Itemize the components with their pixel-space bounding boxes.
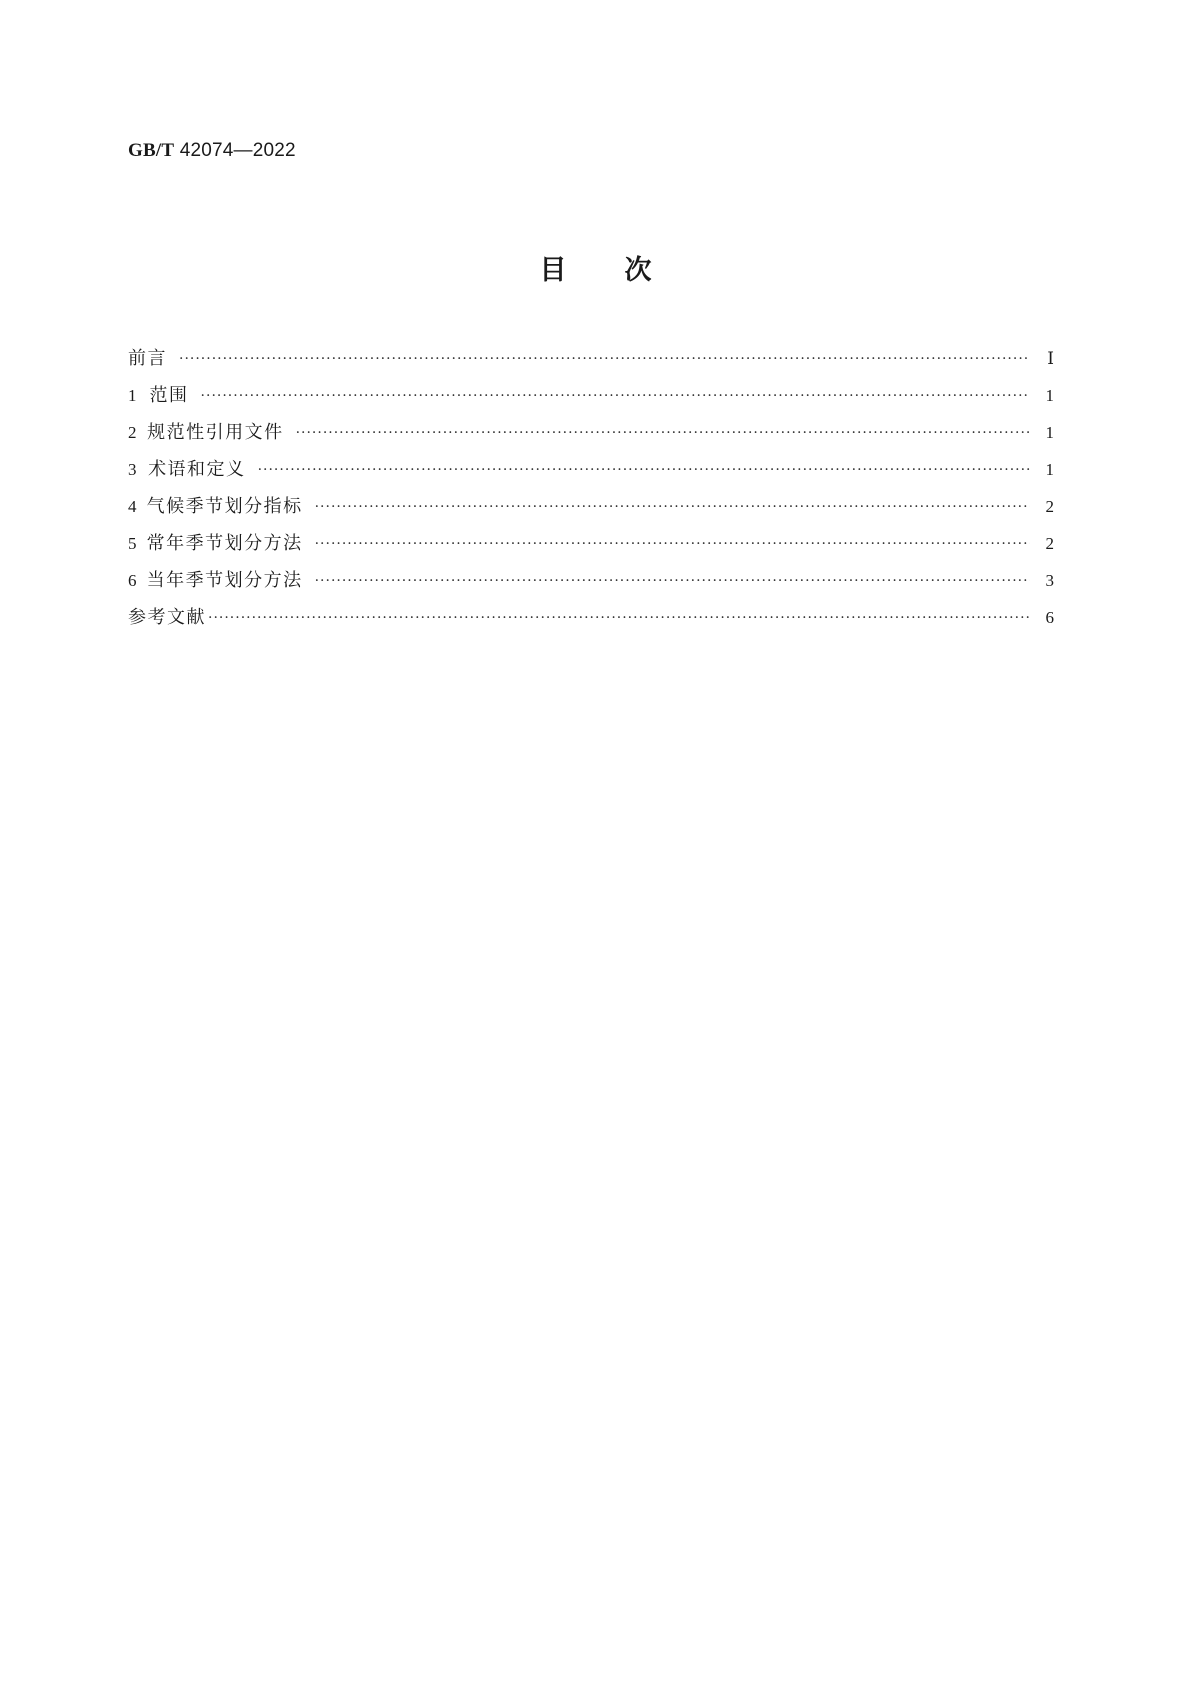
toc-entry-page: 1 <box>1045 460 1054 479</box>
toc-entry-number: 6 <box>128 571 137 590</box>
toc-entry-label: 术语和定义 <box>148 459 246 480</box>
toc-entry-scope[interactable] <box>128 377 1054 414</box>
toc-entry-bibliography[interactable] <box>128 599 1054 636</box>
toc-entry-page: Ⅰ <box>1047 349 1054 368</box>
toc-entry-label: 当年季节划分方法 <box>146 570 303 591</box>
toc-entry-label: 气候季节划分指标 <box>146 496 303 517</box>
toc-entry-page: 6 <box>1045 608 1054 627</box>
toc-leader-dots <box>179 341 1030 378</box>
toc-entry-number: 1 <box>128 386 137 405</box>
toc-entry-page: 2 <box>1045 497 1054 516</box>
standard-prefix: GB/T <box>128 140 175 161</box>
toc-entry-current-year-method[interactable] <box>128 562 1054 599</box>
toc-entry-number: 2 <box>128 423 137 442</box>
toc-entry-page: 2 <box>1045 534 1054 553</box>
toc-entry-label: 常年季节划分方法 <box>146 533 303 554</box>
toc-title: 目次 <box>539 255 710 286</box>
table-of-contents <box>128 340 1054 636</box>
toc-leader-dots <box>315 526 1030 563</box>
toc-entry-season-indicators[interactable] <box>128 488 1054 525</box>
toc-leader-dots <box>315 489 1030 526</box>
standard-number: 42074—2022 <box>179 140 296 161</box>
toc-leader-dots <box>208 600 1030 637</box>
toc-entry-page: 1 <box>1045 423 1054 442</box>
toc-leader-dots <box>296 415 1030 452</box>
standard-code <box>128 140 296 162</box>
toc-entry-normative-references[interactable] <box>128 414 1054 451</box>
toc-entry-normal-year-method[interactable] <box>128 525 1054 562</box>
toc-entry-number: 5 <box>128 534 137 553</box>
toc-leader-dots <box>201 378 1030 415</box>
toc-entry-foreword[interactable] <box>128 340 1054 377</box>
toc-entry-label: 范围 <box>149 385 189 406</box>
toc-entry-terms-definitions[interactable] <box>128 451 1054 488</box>
toc-entry-page: 3 <box>1045 571 1054 590</box>
toc-entry-page: 1 <box>1045 386 1054 405</box>
toc-leader-dots <box>258 452 1030 489</box>
toc-entry-label: 前言 <box>128 348 167 369</box>
toc-entry-number: 4 <box>128 497 137 516</box>
toc-entry-label: 规范性引用文件 <box>147 422 284 443</box>
toc-entry-label: 参考文献 <box>128 607 206 628</box>
toc-leader-dots <box>315 563 1030 600</box>
toc-entry-number: 3 <box>128 460 137 479</box>
